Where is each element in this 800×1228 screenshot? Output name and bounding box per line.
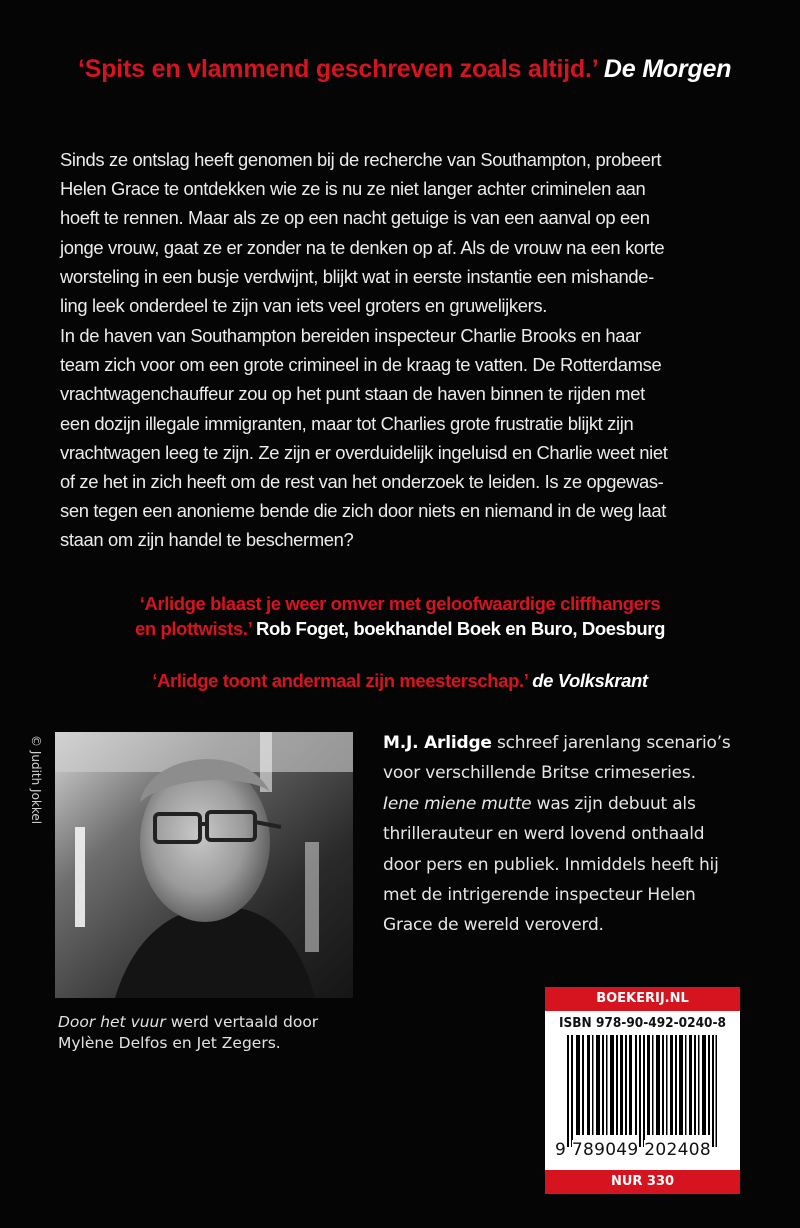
blurb-line: worsteling in een busje verdwijnt, blijkt wat in eerste instantie een mishande- <box>60 265 654 287</box>
barcode-icon <box>567 1035 717 1147</box>
bio-line: door pers en publiek. Inmiddels heeft hij <box>383 854 719 875</box>
blurb-line: vrachtwagen leeg te zijn. Ze zijn er overduidelijk ingeluisd en Charlie weet niet <box>60 441 668 463</box>
ean-digit: 9 <box>555 1140 567 1160</box>
blurb-line: Helen Grace te ontdekken wie ze is nu ze niet langer achter criminelen aan <box>60 178 646 200</box>
book-title: Door het vuur <box>58 1013 166 1031</box>
publisher-url: BOEKERIJ.NL <box>545 987 740 1011</box>
ean-group: 789049 <box>571 1140 639 1160</box>
author-bio <box>383 728 763 941</box>
debut-title: Iene miene mutte <box>383 793 532 814</box>
ean-number <box>555 1140 733 1160</box>
bio-line: thrillerauteur en werd lovend onthaald <box>383 824 705 845</box>
review-quote-source: Rob Foget, boekhandel Boek en Buro, Doesburg <box>256 618 666 639</box>
review-quote-foget <box>60 591 740 641</box>
author-portrait-image <box>55 732 353 998</box>
blurb-line: ling leek onderdeel te zijn van iets veel groters en gruwelijkers. <box>60 295 547 317</box>
blurb-line: hoeft te rennen. Maar als ze op een nacht getuige is van een aanval op een <box>60 207 650 229</box>
blurb-line: een dozijn illegale immigranten, maar tot Charlies grote frustratie blijkt zijn <box>60 412 634 434</box>
blurb-line: team zich voor om een grote crimineel in de kraag te vatten. De Rotterdamse <box>60 354 662 376</box>
top-quote-text: ‘Spits en vlammend geschreven zoals altijd.’ <box>78 55 598 83</box>
caption-text: werd vertaald door <box>165 1013 319 1031</box>
bio-line: Grace de wereld veroverd. <box>383 915 604 936</box>
blurb-line: of ze het in zich heeft om de rest van het onderzoek te leiden. Is ze opgewas- <box>60 471 664 493</box>
translators: Mylène Delfos en Jet Zegers. <box>58 1034 281 1052</box>
blurb-line: Sinds ze ontslag heeft genomen bij de recherche van Southampton, probeert <box>60 149 662 170</box>
review-quote-line: en plottwists.’ <box>134 618 252 639</box>
top-quote <box>78 55 758 84</box>
blurb-paragraph-2 <box>60 321 760 555</box>
blurb-line: In de haven van Southampton bereiden inspecteur Charlie Brooks en haar <box>60 325 641 346</box>
blurb-line: vrachtwagenchauffeur zou op het punt staan de haven binnen te rijden met <box>60 383 645 405</box>
review-quote-line: ‘Arlidge blaast je weer omver met geloofwaardige cliffhangers <box>139 593 661 614</box>
blurb-line: staan om zijn handel te beschermen? <box>60 529 354 551</box>
blurb-line: sen tegen een anonieme bende die zich door niets en niemand in de weg laat <box>60 500 666 522</box>
ean-group: 202408 <box>644 1140 711 1160</box>
review-quote-volkskrant <box>60 668 740 693</box>
review-quote-text: ‘Arlidge toont andermaal zijn meesterschap.’ <box>152 670 528 691</box>
nur-code: NUR 330 <box>545 1170 740 1194</box>
top-quote-source: De Morgen <box>603 55 732 83</box>
barcode-label <box>545 987 740 1194</box>
review-quote-source: de Volkskrant <box>532 670 648 691</box>
bio-line: met de intrigerende inspecteur Helen <box>383 885 696 906</box>
bio-text: was zijn debuut als <box>531 793 696 814</box>
photo-credit: © Judith Jokkel <box>29 735 43 825</box>
bio-line: voor verschillende Britse crimeseries. <box>383 763 696 784</box>
blurb-paragraph-1 <box>60 145 760 320</box>
isbn: ISBN 978-90-492-0240-8 <box>559 1015 726 1031</box>
author-name: M.J. Arlidge <box>383 733 492 753</box>
bio-text: schreef jarenlang scenario’s <box>491 733 731 753</box>
translation-caption <box>58 1012 318 1054</box>
blurb-line: jonge vrouw, gaat ze er zonder na te denken op af. Als de vrouw na een korte <box>60 236 665 258</box>
author-photo <box>55 732 353 998</box>
